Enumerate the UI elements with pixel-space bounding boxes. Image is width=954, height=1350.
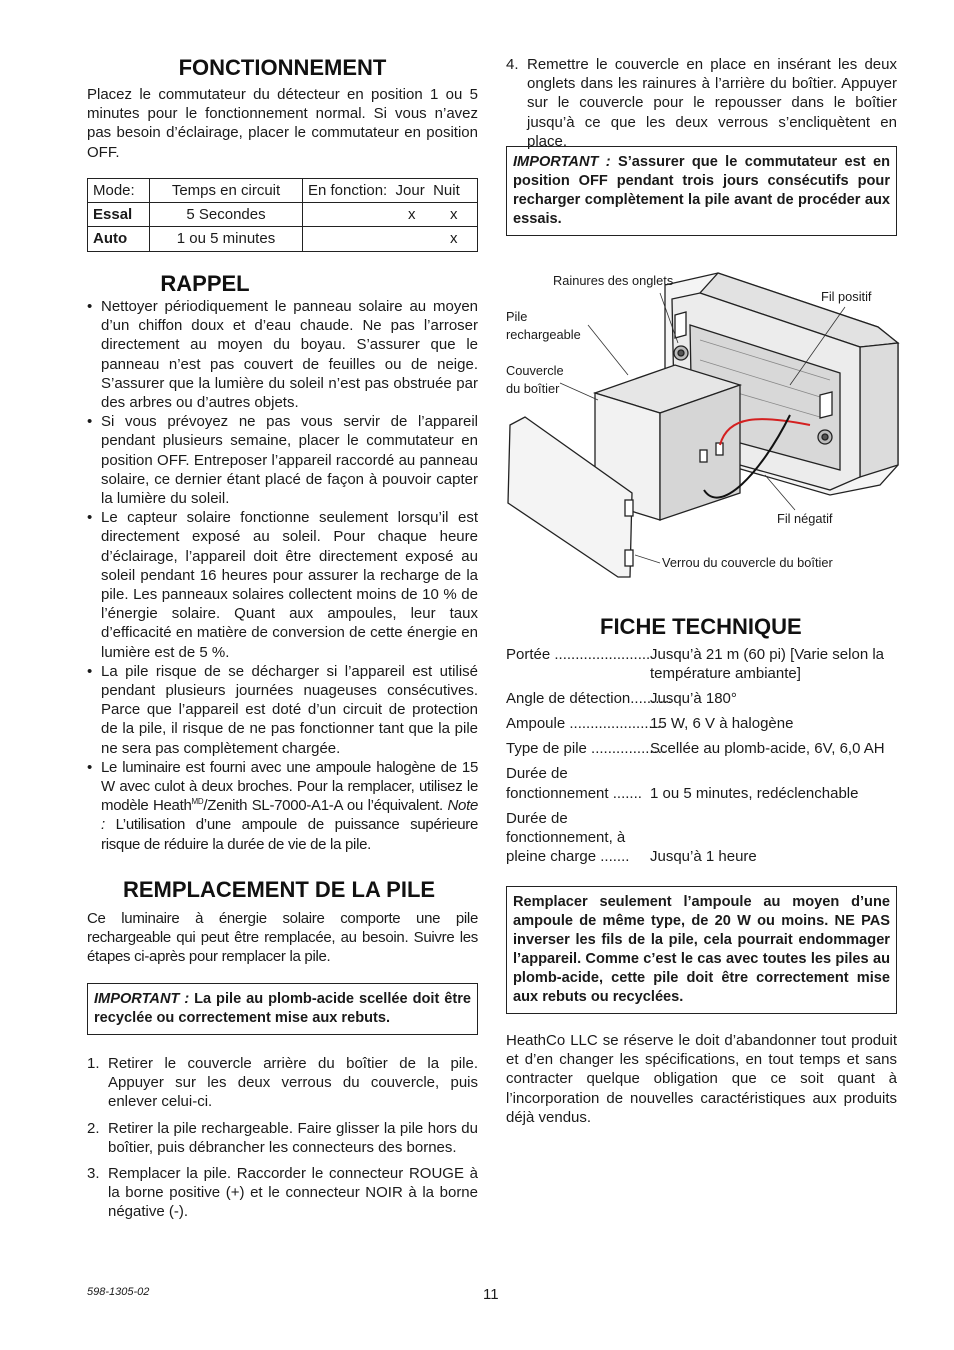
step-number: 1. [87, 1055, 100, 1072]
important-box-off [506, 146, 897, 236]
warning-box: Remplacer seulement l’ampoule au moyen d’une ampoule de même type, de 20 W ou moins. NE PAS inverser les fils de la pile, cela pourrait endommager l’appareil. Comme c’est le cas avec toutes les piles au plomb-acide, cette pile doit être correctement mise aux rebuts ou recyclées. [506, 886, 897, 1014]
step-4-list [506, 55, 897, 158]
temps-cell: 1 ou 5 minutes [150, 227, 303, 251]
spec-row [506, 809, 897, 869]
rappel-heading: RAPPEL [160, 271, 250, 296]
disclaimer-text: HeathCo LLC se réserve le doit d’abandonner tout produit et d’en changer les spécifications, en tout temps et sans contracter quelque obligation que ce soit quant à l’incorporation de nouvelles caractéristiques aux produits déjà vendus. [506, 1032, 897, 1126]
step-text: Retirer le couvercle arrière du boîtier de la pile. Appuyer sur les deux verrous du couvercle, puis enlever celui-ci. [108, 1055, 478, 1111]
nuit-mark: x [450, 206, 458, 224]
label-fil-positif: Fil positif [821, 289, 872, 304]
spec-key: Durée de fonctionnement ....... [506, 765, 642, 802]
step-item [87, 1119, 478, 1157]
fonction-cell [303, 203, 478, 227]
list-item [87, 758, 478, 854]
step-text: Remettre le couvercle en place en insérant les deux onglets dans les rainures à l’arrière du boîtier. Appuyer sur le couvercle pour le repousser dans le boîtier jusqu’à ce que les deux verrous s’encliquètent en place. [527, 56, 897, 150]
label-verrou: Verrou du couvercle du boîtier [662, 555, 833, 570]
spec-row [506, 739, 897, 759]
mode-table-header-row [88, 179, 478, 203]
spec-row [506, 764, 897, 804]
jour-mark: x [408, 206, 416, 224]
label-couvercle: Couvercle [506, 363, 564, 378]
mode-cell: Essal [88, 203, 150, 227]
spec-value: 1 ou 5 minutes, redéclenchable [650, 785, 859, 802]
label-rainures: Rainures des onglets [553, 273, 674, 288]
mode-table-row [88, 227, 478, 251]
important-label: IMPORTANT : [94, 991, 190, 1007]
spec-key: Ampoule ....................... [506, 715, 666, 732]
label-fil-negatif: Fil négatif [777, 511, 833, 526]
battery-diagram [500, 265, 900, 585]
remplacement-intro: Ce luminaire à énergie solaire comporte une pile rechargeable qui peut être remplacée, au besoin. Suivre les étapes ci-après pour remplacer la pile. [87, 910, 478, 966]
mode-table-row [88, 203, 478, 227]
mode-table-header-cell: Mode: [88, 179, 150, 203]
temps-cell: 5 Secondes [150, 203, 303, 227]
label-rechargeable: rechargeable [506, 327, 581, 342]
nuit-mark: x [450, 230, 458, 248]
remplacement-heading: REMPLACEMENT DE LA PILE [123, 877, 436, 902]
fiche-heading: FICHE TECHNIQUE [600, 614, 802, 639]
replacement-steps [87, 1054, 478, 1229]
spec-key: Portée ....................... [506, 646, 651, 663]
bulb-text: Le luminaire est fourni avec une ampoule halogène de 15 W avec culot à deux broches. Pour la remplacer, utilisez le modèle Heath [101, 758, 478, 815]
step-number: 3. [87, 1165, 100, 1183]
fonctionnement-text: Placez le commutateur du détecteur en position 1 ou 5 minutes pour le fonctionnement normal. Si vous n’avez pas besoin d’éclairage, placer le commutateur en position OFF. [87, 86, 478, 161]
registered-mark: MD [191, 797, 204, 807]
fonctionnement-heading: FONCTIONNEMENT [178, 55, 387, 80]
step-text: Remplacer la pile. Raccorder le connecteur ROUGE à la borne positive (+) et le connecteur NOIR à la borne négative (-). [108, 1165, 478, 1221]
note-text: L’utilisation d’une ampoule de puissance supérieure risque de réduire la durée de vie de la pile. [101, 816, 478, 853]
step-number: 4. [506, 56, 519, 73]
spec-key: Durée de fonctionnement, à pleine charge ....... [506, 810, 630, 866]
spec-row [506, 714, 897, 734]
list-item: • Le capteur solaire fonctionne seulement lorsqu’il est directement exposé au soleil. Pour chaque heure d’éclairage, l’appareil doit être directement exposé au soleil pendant 16 heures pour assurer la recharge de la pile. Les panneaux solaires collectent moins de 10 % de l’énergie solaire. Quant aux ampoules, leur taux d’efficacité en matière de conversion de cette énergie en lumière est de 5 %. [87, 508, 478, 662]
step-number: 2. [87, 1119, 100, 1137]
step-item [87, 1054, 478, 1112]
spec-key: Type de pile .................. [506, 740, 667, 757]
spec-value: 15 W, 6 V à halogène [650, 715, 794, 732]
label-pile: Pile [506, 309, 528, 324]
page-number: 11 [483, 1286, 499, 1303]
note-label: Note : [101, 797, 478, 834]
list-item: • La pile risque de se décharger si l’appareil est utilisé pendant plusieurs journées nuageuses consécutives. Parce que l’appareil est doté d’un circuit de protection de la pile, il risque de ne pas fonctionner tant que la pile ne sera pas complètement chargée. [87, 662, 478, 758]
bulb-model: /Zenith SL-7000-A1-A ou l’équivalent. [203, 797, 443, 815]
mode-table-header-cell: Temps en circuit [150, 179, 303, 203]
spec-value: Scellée au plomb-acide, 6V, 6,0 AH [650, 740, 885, 757]
spec-key: Angle de détection.......... [506, 690, 672, 707]
spec-value: Jusqu’à 1 heure [650, 848, 757, 865]
step-item [87, 1164, 478, 1222]
important-label: IMPORTANT : [513, 154, 611, 170]
important-box-recycle [87, 983, 478, 1035]
spec-value: Jusqu’à 21 m (60 pi) [Varie selon la température ambiante] [650, 646, 885, 683]
important-text: La pile au plomb-acide scellée doit être recyclée ou correctement mise aux rebuts. [94, 991, 471, 1026]
mode-cell: Auto [88, 227, 150, 251]
important-text: S’assurer que le commutateur est en position OFF pendant trois jours consécutifs pour recharger complètement la pile avant de procéder aux essais. [513, 154, 890, 227]
spec-value: Jusqu’à 180° [650, 690, 737, 707]
spec-row [506, 645, 897, 685]
list-item: • Si vous prévoyez ne pas vous servir de l’appareil pendant plusieurs semaine, placer le commutateur en position OFF. Entreposer l’appareil raccordé au panneau solaire, ce dernier étant placé de façon à pouvoir capter la lumière du soleil. [87, 412, 478, 508]
step-item [506, 55, 897, 151]
document-number: 598-1305-02 [87, 1286, 150, 1298]
mode-table [87, 178, 478, 252]
step-text: Retirer la pile rechargeable. Faire glisser la pile hors du boîtier, puis débrancher les connecteurs des bornes. [108, 1119, 478, 1156]
spec-row [506, 689, 897, 709]
mode-table-header-cell: En fonction: Jour Nuit [303, 179, 478, 203]
list-item: • Nettoyer périodiquement le panneau solaire au moyen d’un chiffon doux et d’eau chaude. Ne pas l’arroser directement au moyen du boyau. S’assurer que le panneau n’est pas couvert de feuilles ou de neige. S’assurer que la lumière du soleil n’est pas obstruée par des arbres ou d’autres objets. [87, 297, 478, 412]
fonction-cell [303, 227, 478, 251]
label-du-boitier: du boîtier [506, 381, 560, 396]
rappel-list [87, 297, 478, 854]
